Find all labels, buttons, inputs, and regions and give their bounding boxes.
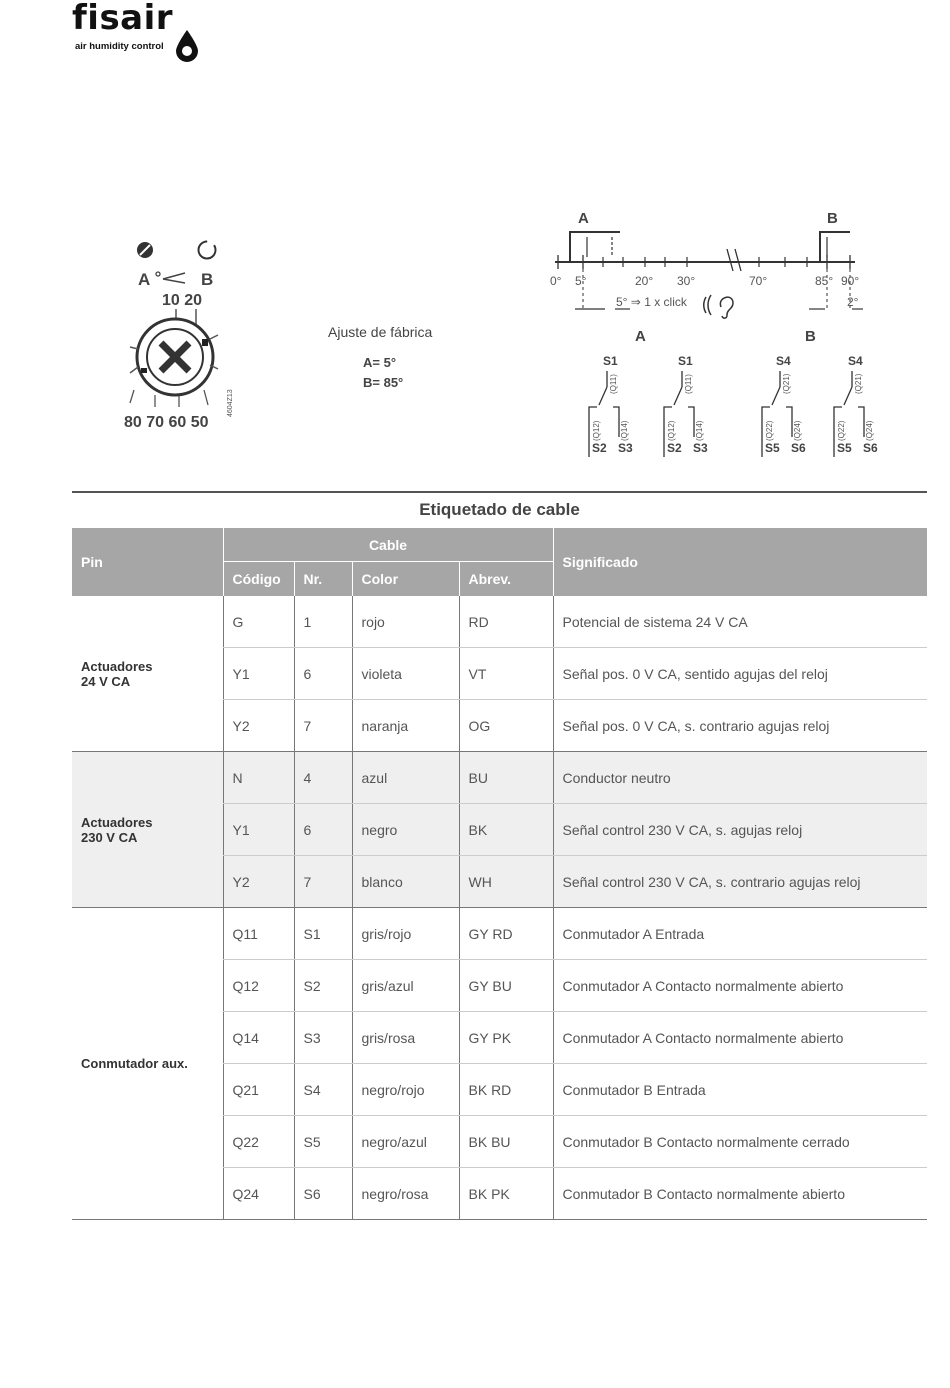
cell-significado: Potencial de sistema 24 V CA <box>553 596 927 648</box>
switch-contact <box>589 354 633 457</box>
svg-text:30°: 30° <box>677 274 696 288</box>
group-label-line: 230 V CA <box>81 829 138 845</box>
contact-right-label: S3 <box>618 441 633 455</box>
cell-nr: 4 <box>294 752 352 804</box>
cell-significado: Señal pos. 0 V CA, s. contrario agujas reloj <box>553 700 927 752</box>
cell-abrev: BK RD <box>459 1064 553 1116</box>
cell-nr: S5 <box>294 1116 352 1168</box>
contact-left-label: S2 <box>592 441 607 455</box>
cell-abrev: BK <box>459 804 553 856</box>
cell-abrev: BK BU <box>459 1116 553 1168</box>
cell-codigo: Y2 <box>223 856 294 908</box>
factory-setting-b: B= 85° <box>363 375 404 390</box>
rotation-icon <box>199 242 216 259</box>
contact-left-label: S5 <box>837 441 852 455</box>
switch-diagram <box>545 205 878 465</box>
cell-abrev: BK PK <box>459 1168 553 1220</box>
water-drop-icon <box>174 28 200 62</box>
cell-color: negro <box>352 804 459 856</box>
group-label-line: Actuadores <box>81 658 153 674</box>
cell-codigo: Q21 <box>223 1064 294 1116</box>
factory-setting-title: Ajuste de fábrica <box>328 324 433 340</box>
switch-contact <box>664 354 708 457</box>
cell-codigo: Q14 <box>223 1012 294 1064</box>
table-row <box>72 908 927 960</box>
header-color: Color <box>352 562 459 597</box>
cell-nr: 6 <box>294 804 352 856</box>
cell-codigo: Q22 <box>223 1116 294 1168</box>
cell-color: gris/rojo <box>352 908 459 960</box>
cell-significado: Conmutador A Contacto normalmente abierto <box>553 960 927 1012</box>
contact-top-code: (Q11) <box>684 374 693 394</box>
cell-significado: Señal control 230 V CA, s. contrario agujas reloj <box>553 856 927 908</box>
cell-abrev: GY PK <box>459 1012 553 1064</box>
part-number: 4604Z13 <box>227 389 234 417</box>
svg-text:90°: 90° <box>841 274 860 288</box>
cell-codigo: Q12 <box>223 960 294 1012</box>
cell-significado: Conmutador A Entrada <box>553 908 927 960</box>
svg-text:70°: 70° <box>749 274 768 288</box>
cell-codigo: Q11 <box>223 908 294 960</box>
cell-nr: 7 <box>294 856 352 908</box>
switch-contacts <box>589 354 878 457</box>
step-note: 2° <box>847 295 859 309</box>
contact-right-code: (Q24) <box>865 420 874 441</box>
dial-knob <box>130 319 218 395</box>
factory-setting-a: A= 5° <box>363 355 397 370</box>
dial-diagram <box>110 235 240 435</box>
cell-codigo: G <box>223 596 294 648</box>
header-significado: Significado <box>553 528 927 596</box>
cell-nr: S1 <box>294 908 352 960</box>
header-cable: Cable <box>223 528 553 562</box>
cell-abrev: WH <box>459 856 553 908</box>
group-label-line: 24 V CA <box>81 673 131 689</box>
cell-nr: 7 <box>294 700 352 752</box>
cell-abrev: RD <box>459 596 553 648</box>
section-title: Etiquetado de cable <box>419 500 580 519</box>
cell-color: negro/rosa <box>352 1168 459 1220</box>
contact-top-label: S1 <box>603 354 618 368</box>
section-divider <box>72 491 927 493</box>
cell-color: gris/rosa <box>352 1012 459 1064</box>
cell-abrev: GY BU <box>459 960 553 1012</box>
contact-left-code: (Q12) <box>667 420 676 441</box>
screw-icon <box>137 242 153 258</box>
fisair-logo <box>72 0 212 64</box>
cell-significado: Conmutador A Contacto normalmente abierto <box>553 1012 927 1064</box>
table-row <box>72 596 927 648</box>
contact-right-code: (Q14) <box>695 420 704 441</box>
cell-color: azul <box>352 752 459 804</box>
contact-left-label: S5 <box>765 441 780 455</box>
cell-codigo: N <box>223 752 294 804</box>
dial-label-b: B <box>201 270 214 289</box>
cell-nr: S3 <box>294 1012 352 1064</box>
dial-label-a: A <box>138 270 151 289</box>
contact-right-code: (Q24) <box>793 420 802 441</box>
contact-top-code: (Q21) <box>854 373 863 394</box>
cell-abrev: OG <box>459 700 553 752</box>
header-abrev: Abrev. <box>459 562 553 597</box>
cell-codigo: Y1 <box>223 804 294 856</box>
cell-color: gris/azul <box>352 960 459 1012</box>
cell-codigo: Y1 <box>223 648 294 700</box>
cell-significado: Conductor neutro <box>553 752 927 804</box>
cell-color: blanco <box>352 856 459 908</box>
contact-top-code: (Q21) <box>782 373 791 394</box>
switch-label-b: B <box>805 328 816 345</box>
logo-tagline: air humidity control <box>75 41 164 52</box>
svg-text:85°: 85° <box>815 274 834 288</box>
contact-right-label: S6 <box>791 441 806 455</box>
cell-abrev: GY RD <box>459 908 553 960</box>
contact-right-label: S6 <box>863 441 878 455</box>
cell-significado: Conmutador B Contacto normalmente abierto <box>553 1168 927 1220</box>
switch-label-a-top: A <box>578 210 589 227</box>
group-label-line: Conmutador aux. <box>81 1056 188 1071</box>
cell-abrev: VT <box>459 648 553 700</box>
click-note: 5° ⇒ 1 x click <box>616 295 687 309</box>
cell-color: negro/rojo <box>352 1064 459 1116</box>
switch-contact <box>762 354 806 457</box>
contact-top-label: S4 <box>776 354 791 368</box>
switch-label-a: A <box>635 328 646 345</box>
cell-significado: Conmutador B Entrada <box>553 1064 927 1116</box>
cell-significado: Señal control 230 V CA, s. agujas reloj <box>553 804 927 856</box>
contact-right-label: S3 <box>693 441 708 455</box>
contact-top-code: (Q11) <box>609 374 618 394</box>
contact-left-code: (Q22) <box>837 420 846 441</box>
cell-nr: S2 <box>294 960 352 1012</box>
switch-label-b-top: B <box>827 210 838 227</box>
cell-significado: Conmutador B Contacto normalmente cerrado <box>553 1116 927 1168</box>
cell-codigo: Q24 <box>223 1168 294 1220</box>
contact-left-code: (Q22) <box>765 420 774 441</box>
contact-right-code: (Q14) <box>620 420 629 441</box>
cell-nr: 1 <box>294 596 352 648</box>
cell-abrev: BU <box>459 752 553 804</box>
group-label <box>72 752 223 908</box>
logo-wordmark: fisair <box>72 0 174 38</box>
dial-top-scale: 10 20 <box>162 292 203 309</box>
cell-codigo: Y2 <box>223 700 294 752</box>
cell-color: negro/azul <box>352 1116 459 1168</box>
group-label-line: Actuadores <box>81 814 153 830</box>
cell-nr: 6 <box>294 648 352 700</box>
cell-color: violeta <box>352 648 459 700</box>
ear-icon <box>704 295 733 318</box>
cell-color: rojo <box>352 596 459 648</box>
header-nr: Nr. <box>294 562 352 597</box>
header-codigo: Código <box>223 562 294 597</box>
angle-ticks <box>550 274 859 309</box>
contact-left-code: (Q12) <box>592 420 601 441</box>
angle-symbol-icon <box>156 272 185 283</box>
cell-nr: S4 <box>294 1064 352 1116</box>
contact-top-label: S4 <box>848 354 863 368</box>
svg-text:5°: 5° <box>575 274 587 288</box>
cell-nr: S6 <box>294 1168 352 1220</box>
cable-table-body <box>72 596 927 1220</box>
svg-text:0°: 0° <box>550 274 562 288</box>
group-label <box>72 596 223 752</box>
header-pin: Pin <box>72 528 223 596</box>
cable-table <box>72 528 927 1220</box>
group-label <box>72 908 223 1220</box>
cell-significado: Señal pos. 0 V CA, sentido agujas del reloj <box>553 648 927 700</box>
contact-top-label: S1 <box>678 354 693 368</box>
contact-left-label: S2 <box>667 441 682 455</box>
svg-text:20°: 20° <box>635 274 654 288</box>
switch-contact <box>834 354 878 457</box>
cell-color: naranja <box>352 700 459 752</box>
dial-bottom-scale: 80 70 60 50 <box>124 414 209 431</box>
table-row <box>72 752 927 804</box>
